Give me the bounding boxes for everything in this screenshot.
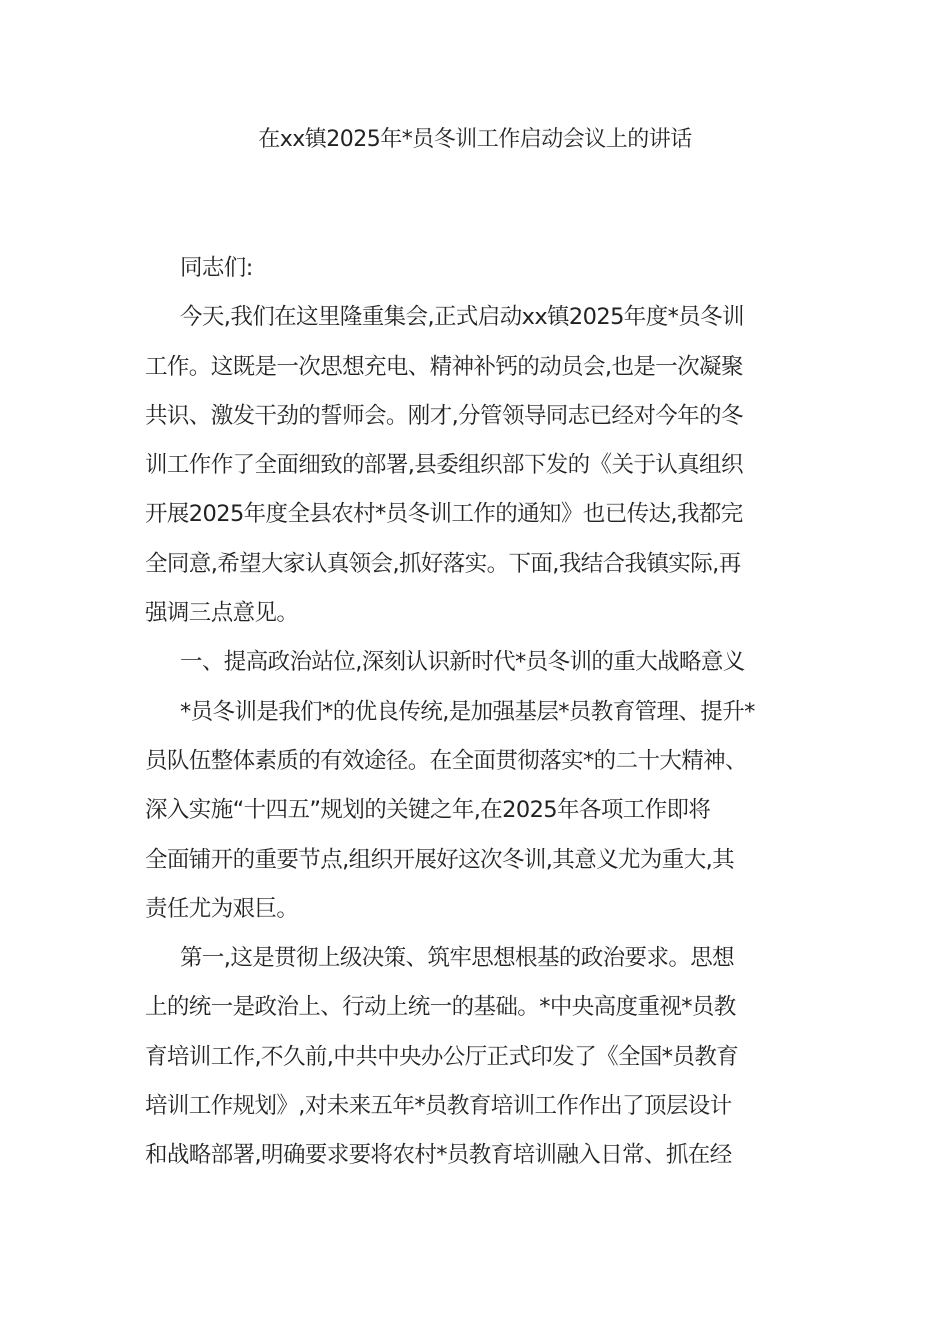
document-title: 在xx镇2025年*员冬训工作启动会议上的讲话 xyxy=(258,127,692,152)
paragraph-line: 培训工作规划》,对未来五年*员教育培训工作作出了顶层设计 xyxy=(145,1093,732,1120)
paragraph-line: 开展2025年度全县农村*员冬训工作的通知》也已传达,我都完 xyxy=(145,501,743,528)
document-body xyxy=(145,251,815,1188)
paragraph-line: 育培训工作,不久前,中共中央办公厅正式印发了《全国*员教育 xyxy=(145,1043,739,1070)
paragraph-line: 员队伍整体素质的有效途径。在全面贯彻落实*的二十大精神、 xyxy=(145,747,747,774)
paragraph-line: 深入实施“十四五”规划的关键之年,在2025年各项工作即将 xyxy=(145,797,711,824)
paragraph-line: 强调三点意见。 xyxy=(145,600,299,627)
paragraph-line: 今天,我们在这里隆重集会,正式启动xx镇2025年度*员冬训 xyxy=(180,304,744,331)
paragraph-line: 同志们: xyxy=(180,255,253,281)
paragraph-line: 共识、激发干劲的誓师会。刚才,分管领导同志已经对今年的冬 xyxy=(145,402,743,429)
paragraph-line: 训工作作了全面细致的部署,县委组织部下发的《关于认真组织 xyxy=(145,452,743,479)
paragraph-line: 和战略部署,明确要求要将农村*员教育培训融入日常、抓在经 xyxy=(145,1142,732,1169)
paragraph-line: *员冬训是我们*的优良传统,是加强基层*员教育管理、提升* xyxy=(180,698,755,725)
paragraph-line: 工作。这既是一次思想充电、精神补钙的动员会,也是一次凝聚 xyxy=(145,353,743,380)
paragraph-line: 上的统一是政治上、行动上统一的基础。*中央高度重视*员教 xyxy=(145,994,736,1021)
paragraph-line: 全同意,希望大家认真领会,抓好落实。下面,我结合我镇实际,再 xyxy=(145,550,741,577)
paragraph-line: 第一,这是贯彻上级决策、筑牢思想根基的政治要求。思想 xyxy=(180,945,735,972)
paragraph-line: 责任尤为艰巨。 xyxy=(145,895,299,922)
paragraph-line: 全面铺开的重要节点,组织开展好这次冬训,其意义尤为重大,其 xyxy=(145,846,735,873)
section-heading: 一、提高政治站位,深刻认识新时代*员冬训的重大战略意义 xyxy=(180,649,745,676)
